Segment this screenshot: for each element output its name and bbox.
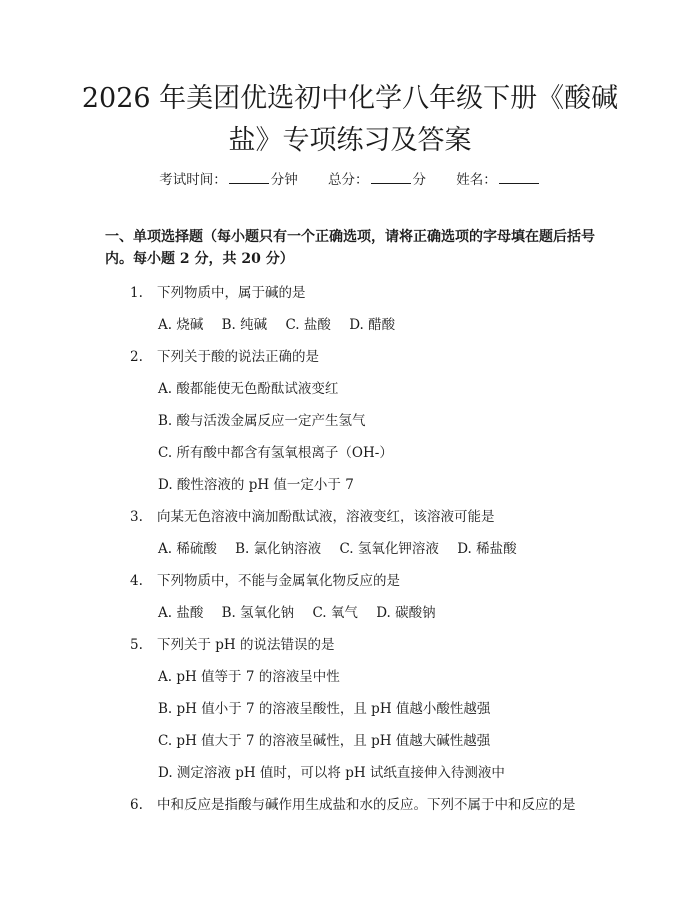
- exam-meta: [0, 168, 700, 188]
- option-c: C. 氢氧化钾溶液: [339, 541, 439, 557]
- exam-time-unit: 分钟: [270, 172, 298, 188]
- question-text: 中和反应是指酸与碱作用生成盐和水的反应。下列不属于中和反应的是: [157, 797, 576, 813]
- document-title: [60, 78, 640, 162]
- question-4: [130, 572, 400, 590]
- exam-time-label: 考试时间：: [159, 172, 227, 188]
- exam-score: [328, 168, 426, 188]
- question-5: [130, 636, 335, 654]
- exam-score-label: 总分：: [328, 172, 369, 188]
- option-c: C. 盐酸: [285, 317, 331, 333]
- option-d: D. 酸性溶液的 pH 值一定小于 7: [158, 477, 354, 493]
- student-name-blank: [499, 171, 539, 184]
- question-text: 下列关于酸的说法正确的是: [157, 349, 319, 365]
- question-1: [130, 284, 306, 302]
- student-name-label: 姓名：: [456, 172, 497, 188]
- option-a: A. 烧碱: [158, 317, 204, 333]
- question-text: 下列物质中，不能与金属氧化物反应的是: [157, 573, 400, 589]
- question-number: 4.: [130, 573, 143, 589]
- question-text: 向某无色溶液中滴加酚酞试液，溶液变红，该溶液可能是: [157, 509, 495, 525]
- option-a: A. pH 值等于 7 的溶液呈中性: [158, 669, 340, 685]
- question-3-options: [158, 540, 531, 558]
- option-d: D. 醋酸: [349, 317, 396, 333]
- option-d: D. 测定溶液 pH 值时，可以将 pH 试纸直接伸入待测液中: [158, 765, 505, 781]
- option-c: C. pH 值大于 7 的溶液呈碱性，且 pH 值越大碱性越强: [158, 733, 491, 749]
- option-b: B. pH 值小于 7 的溶液呈酸性，且 pH 值越小酸性越强: [158, 701, 491, 717]
- question-number: 1.: [130, 285, 143, 301]
- question-number: 5.: [130, 637, 143, 653]
- question-text: 下列物质中，属于碱的是: [157, 285, 306, 301]
- option-a: A. 酸都能使无色酚酞试液变红: [158, 381, 339, 397]
- question-2: [130, 348, 319, 366]
- option-b: B. 氯化钠溶液: [235, 541, 322, 557]
- option-b: B. 氢氧化钠: [221, 605, 295, 621]
- exam-score-unit: 分: [412, 172, 426, 188]
- document-title-line-1: 2026 年美团优选初中化学八年级下册《酸碱: [81, 83, 619, 114]
- exam-score-blank: [371, 171, 411, 184]
- question-3: [130, 508, 495, 526]
- option-a: A. 稀硫酸: [158, 541, 217, 557]
- question-text: 下列关于 pH 的说法错误的是: [157, 637, 335, 653]
- option-b: B. 酸与活泼金属反应一定产生氢气: [158, 413, 366, 429]
- option-d: D. 稀盐酸: [457, 541, 517, 557]
- document-title-line-2: 盐》专项练习及答案: [228, 125, 472, 156]
- option-b: B. 纯碱: [221, 317, 268, 333]
- section-heading: 一、单项选择题（每小题只有一个正确选项，请将正确选项的字母填在题后括号内。每小题 2 分，共 20 分）: [105, 229, 595, 267]
- question-4-options: [158, 604, 450, 622]
- question-number: 2.: [130, 349, 143, 365]
- option-c: C. 所有酸中都含有氢氧根离子（OH-）: [158, 445, 393, 461]
- exam-time-blank: [229, 171, 269, 184]
- option-a: A. 盐酸: [158, 605, 204, 621]
- option-d: D. 碳酸钠: [376, 605, 436, 621]
- question-6: [130, 796, 576, 814]
- option-c: C. 氧气: [312, 605, 358, 621]
- student-name: [456, 168, 541, 188]
- exam-time: [159, 168, 298, 188]
- question-number: 6.: [130, 797, 143, 813]
- question-1-options: [158, 316, 409, 334]
- question-number: 3.: [130, 509, 143, 525]
